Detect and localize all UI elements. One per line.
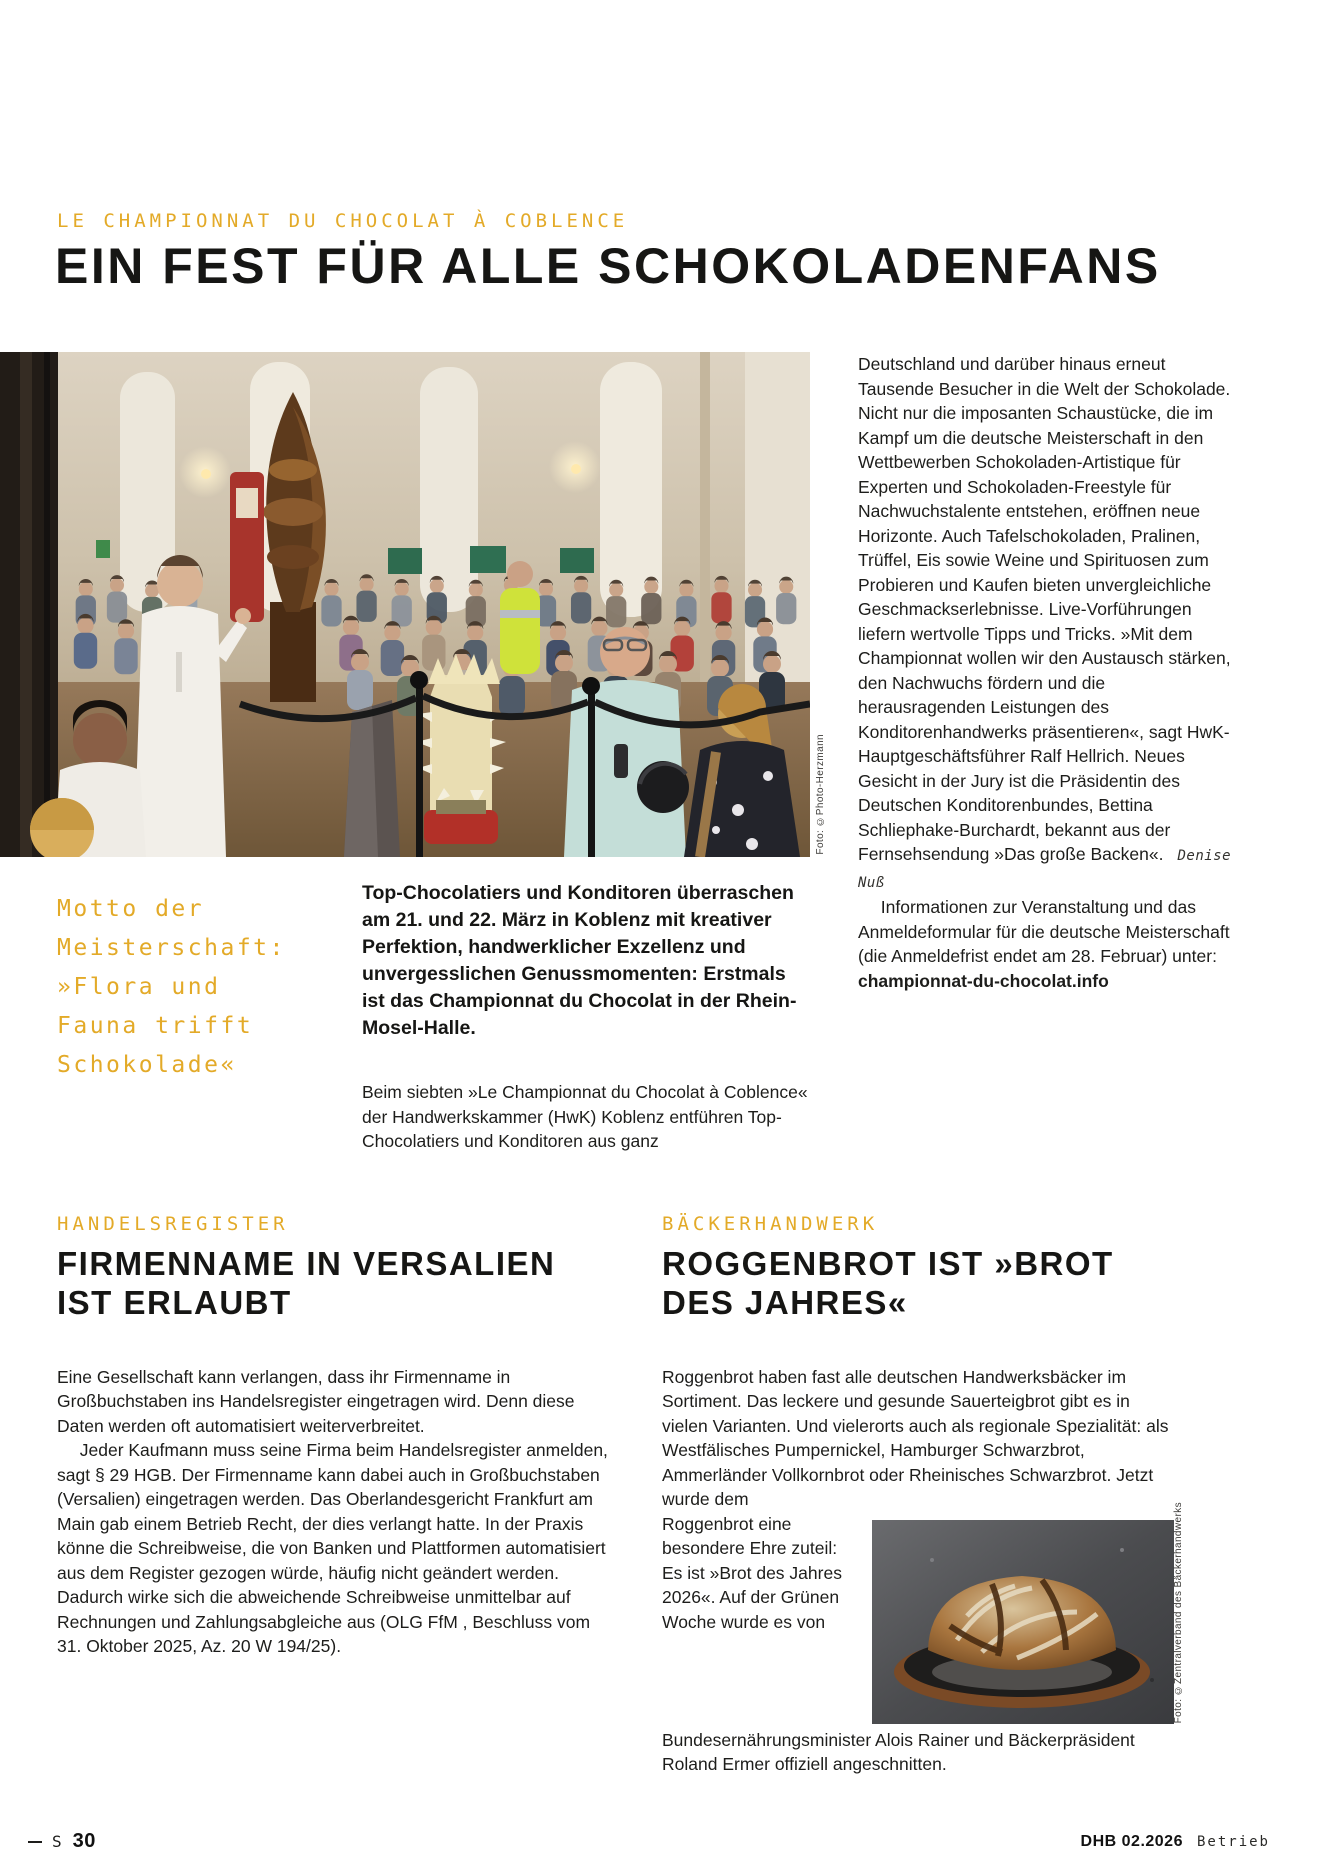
bread-photo <box>872 1502 1184 1724</box>
footer-section-label: Betrieb <box>1196 1834 1270 1850</box>
footer-issue-label: DHB 02.2026 <box>1080 1833 1183 1850</box>
register-body-p1: Eine Gesellschaft kann verlangen, dass ihr Firmenname in Großbuchstaben ins Handelsregister eingetragen wird. Denn diese Daten werden oft automatisiert weiterverbreitet. <box>57 1366 575 1436</box>
bread-body-paragraph <box>662 1365 1174 1512</box>
bread-article-body <box>662 1365 1184 1777</box>
championnat-website-link[interactable]: championnat-du-chocolat.info <box>858 970 1109 991</box>
register-article-headline: FIRMENNAME IN VERSALIEN IST ERLAUBT <box>57 1245 556 1321</box>
author-byline: Denise Nuß <box>858 848 1232 891</box>
register-article <box>57 1213 617 1659</box>
pull-quote: Motto der Meisterschaft: »Flora und Fauna trifft Schokolade« <box>57 896 286 1078</box>
choco-article-headline: EIN FEST FÜR ALLE SCHOKOLADENFANS <box>55 238 1161 294</box>
stage-curtain <box>0 352 58 857</box>
footer-page-marker: S <box>52 1832 63 1851</box>
bread-photo-credit: Foto: ©Zentralverband des Bäckerhandwerks <box>1172 1502 1184 1724</box>
bread-article-headline: ROGGENBROT IST »BROT DES JAHRES« <box>662 1245 1114 1321</box>
footer-page-number-value: 30 <box>72 1830 96 1852</box>
bread-article <box>662 1213 1184 1777</box>
bread-body-part1: Roggenbrot haben fast alle deutschen Handwerksbäcker im Sortiment. Das leckere und gesunde Sauerteigbrot gibt es in vielen Varianten. Und vielerorts auch als regionale Spezialität: als Westfälisches Pumpernickel, Hamburger Schwarzbrot, Ammerländer Vollkornbrot oder Rheinisches Schwarzbrot. Jetzt wurde dem <box>662 1366 1169 1510</box>
choco-body-paragraph <box>858 352 1233 895</box>
choco-article-kicker: LE CHAMPIONNAT DU CHOCOLAT À COBLENCE <box>57 210 629 232</box>
register-article-body <box>57 1365 617 1659</box>
choco-article-intro: Beim siebten »Le Championnat du Chocolat à Coblence« der Handwerkskammer (HwK) Koblenz entführen Top-Chocolatiers und Konditoren aus ganz <box>362 1082 808 1151</box>
bread-body-part2: Roggenbrot eine besondere Ehre zuteil: Es ist »Brot des Jahres 2026«. Auf der Grünen Woche wurde es von Bundesernährungsminister Alois Rainer und Bäckerpräsident Roland Ermer offiziell angeschnitten. <box>662 1513 1135 1775</box>
choco-article-lead: Top-Chocolatiers und Konditoren überraschen am 21. und 22. März in Koblenz mit kreativer Perfektion, handwerklicher Exzellenz und unvergesslichen Genussmomenten: Erstmals ist das Championnat du Chocolat in der Rhein-Mosel-Halle. <box>362 882 797 1039</box>
footer-dash <box>28 1841 42 1843</box>
bread-article-kicker: BÄCKERHANDWERK <box>662 1213 879 1235</box>
footer-issue-info <box>1081 1833 1270 1851</box>
choco-info-text: Informationen zur Veranstaltung und das Anmeldeformular für die deutsche Meisterschaft (die Anmeldefrist endet am 28. Februar) unter: <box>858 897 1230 966</box>
event-photo-credit: Foto: ©Photo-Herzmann <box>815 734 826 855</box>
choco-article-lead-column <box>362 880 810 1171</box>
bread-photo-illustration <box>872 1520 1174 1724</box>
event-photo <box>0 352 826 857</box>
register-body-p2: Jeder Kaufmann muss seine Firma beim Handelsregister anmelden, sagt § 29 HGB. Der Firmenname kann dabei auch in Großbuchstaben (Versalien) eingetragen werden. Das Oberlandesgericht Frankfurt am Main gab einem Betrieb Recht, der dies verlangt hatte. In der Praxis könne die Schreibweise, die von Banken und Plattformen automatisiert aus dem Register gezogen würde, häufig nicht geändert werden. Dadurch wirke sich die abweichende Schreibweise unmittelbar auf Rechnungen und Zahlungsabgleiche aus (OLG FfM , Beschluss vom 31. Oktober 2025, Az. 20 W 194/25). <box>57 1440 608 1657</box>
choco-info-paragraph <box>858 895 1233 993</box>
register-article-kicker: HANDELSREGISTER <box>57 1213 289 1235</box>
event-photo-illustration <box>0 352 810 857</box>
choco-article-body-column <box>858 352 1233 993</box>
footer-page-number <box>28 1830 96 1853</box>
choco-body-text: Deutschland und darüber hinaus erneut Tausende Besucher in die Welt der Schokolade. Nicht nur die imposanten Schaustücke, die im Kampf um die deutsche Meisterschaft in den Wettbewerben Schokoladen-Artistique für Experten und Schokoladen-Freestyle für Nachwuchstalente entstehen, eröffnen neue Horizonte. Auch Tafelschokoladen, Pralinen, Trüffel, Eis sowie Weine und Spirituosen zum Probieren und Kaufen bieten unvergleichliche Geschmackserlebnisse. Live-Vorführungen liefern wertvolle Tipps und Tricks. »Mit dem Championnat wollen wir den Austausch stärken, den Nachwuchs fördern und die herausragenden Leistungen des Konditorenhandwerks präsentieren«, sagt HwK-Hauptgeschäftsführer Ralf Hellrich. Neues Gesicht in der Jury ist die Präsidentin des Deutschen Konditorenbundes, Bettina Schliephake-Burchardt, bekannt aus der Fernsehsendung »Das große Backen«. <box>858 354 1231 864</box>
